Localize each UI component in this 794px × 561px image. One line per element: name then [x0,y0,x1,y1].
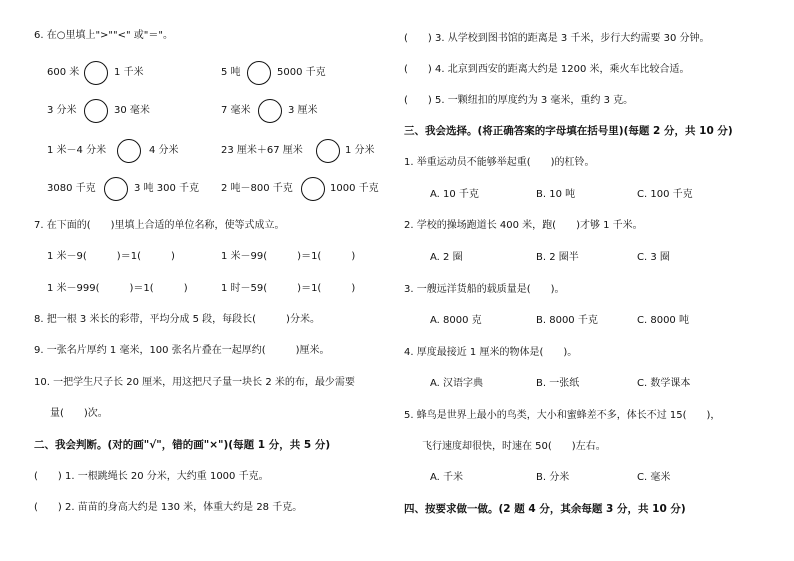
judge-item: ( ) 1. 一根跳绳长 20 分米，大约重 1000 千克。 [34,471,269,482]
choice-option-c: C. 数学课本 [637,378,691,389]
judge-item: ( ) 3. 从学校到图书馆的距离是 3 千米，步行大约需要 30 分钟。 [404,33,710,44]
judge-item: ( ) 2. 苗苗的身高大约是 130 米，体重大约是 28 千克。 [34,502,303,513]
judge-item: ( ) 4. 北京到西安的距离大约是 1200 米，乘火车比较合适。 [404,64,690,75]
q8: 8. 把一根 3 米长的彩带，平均分成 5 段，每段长( )分米。 [34,314,320,325]
q7-item: 1 米－99( )＝1( ) [221,251,356,262]
section-4-title: 四、按要求做一做。(2 题 4 分，其余每题 3 分，共 10 分) [404,503,686,515]
compare-left: 7 毫米 [221,105,251,116]
choice-option-b: B. 10 吨 [536,189,576,200]
choice-question: 4. 厚度最接近 1 厘米的物体是( )。 [404,347,578,358]
q10-line2: 量( )次。 [50,408,108,419]
choice-option-c: C. 毫米 [637,472,671,483]
compare-circle[interactable] [84,99,108,123]
section-2-title: 二、我会判断。(对的画"√"，错的画"×")(每题 1 分，共 5 分) [34,439,331,451]
choice-option-b: B. 8000 千克 [536,315,598,326]
compare-right: 1 分米 [345,145,375,156]
q7-item: 1 米－999( )＝1( ) [47,283,188,294]
judge-item: ( ) 5. 一颗纽扣的厚度约为 3 毫米，重约 3 克。 [404,95,634,106]
compare-circle[interactable] [247,61,271,85]
choice-option-a: A. 汉语字典 [430,378,484,389]
compare-right: 4 分米 [149,145,179,156]
choice-option-c: C. 100 千克 [637,189,693,200]
compare-right: 3 吨 300 千克 [134,183,199,194]
compare-right: 5000 千克 [277,67,326,78]
compare-left: 1 米－4 分米 [47,145,107,156]
choice-option-a: A. 10 千克 [430,189,479,200]
compare-circle[interactable] [117,139,141,163]
compare-circle[interactable] [104,177,128,201]
compare-left: 3 分米 [47,105,77,116]
q9: 9. 一张名片厚约 1 毫米，100 张名片叠在一起厚约( )厘米。 [34,345,330,356]
q7-item: 1 米－9( )＝1( ) [47,251,175,262]
choice-option-c: C. 8000 吨 [637,315,689,326]
choice-option-a: A. 千米 [430,472,464,483]
compare-right: 3 厘米 [288,105,318,116]
choice-option-a: A. 8000 克 [430,315,482,326]
q6-title: 6. 在○里填上">""<" 或"＝"。 [34,30,173,41]
section-3-title: 三、我会选择。(将正确答案的字母填在括号里)(每题 2 分，共 10 分) [404,125,733,137]
compare-left: 23 厘米＋67 厘米 [221,145,303,156]
compare-circle[interactable] [84,61,108,85]
choice-option-b: B. 分米 [536,472,570,483]
compare-left: 3080 千克 [47,183,96,194]
compare-right: 1 千米 [114,67,144,78]
compare-left: 600 米 [47,67,80,78]
compare-right: 30 毫米 [114,105,150,116]
choice-question: 3. 一艘远洋货船的载质量是( )。 [404,284,565,295]
choice-question: 2. 学校的操场跑道长 400 米，跑( )才够 1 千米。 [404,220,643,231]
choice-option-b: B. 一张纸 [536,378,580,389]
compare-left: 2 吨－800 千克 [221,183,293,194]
choice-question: 5. 蜂鸟是世界上最小的鸟类，大小和蜜蜂差不多，体长不过 15( )， [404,410,721,421]
choice-option-b: B. 2 圈半 [536,252,579,263]
q7-title: 7. 在下面的( )里填上合适的单位名称，使等式成立。 [34,220,285,231]
choice-option-a: A. 2 圈 [430,252,463,263]
compare-circle[interactable] [316,139,340,163]
compare-right: 1000 千克 [330,183,379,194]
compare-circle[interactable] [301,177,325,201]
q10-line1: 10. 一把学生尺子长 20 厘米，用这把尺子量一块长 2 米的布，最少需要 [34,377,355,388]
compare-left: 5 吨 [221,67,241,78]
compare-circle[interactable] [258,99,282,123]
q7-item: 1 时－59( )＝1( ) [221,283,356,294]
choice-question: 1. 举重运动员不能够举起重( )的杠铃。 [404,157,595,168]
choice-question-cont: 飞行速度却很快，时速在 50( )左右。 [422,441,606,452]
choice-option-c: C. 3 圈 [637,252,670,263]
